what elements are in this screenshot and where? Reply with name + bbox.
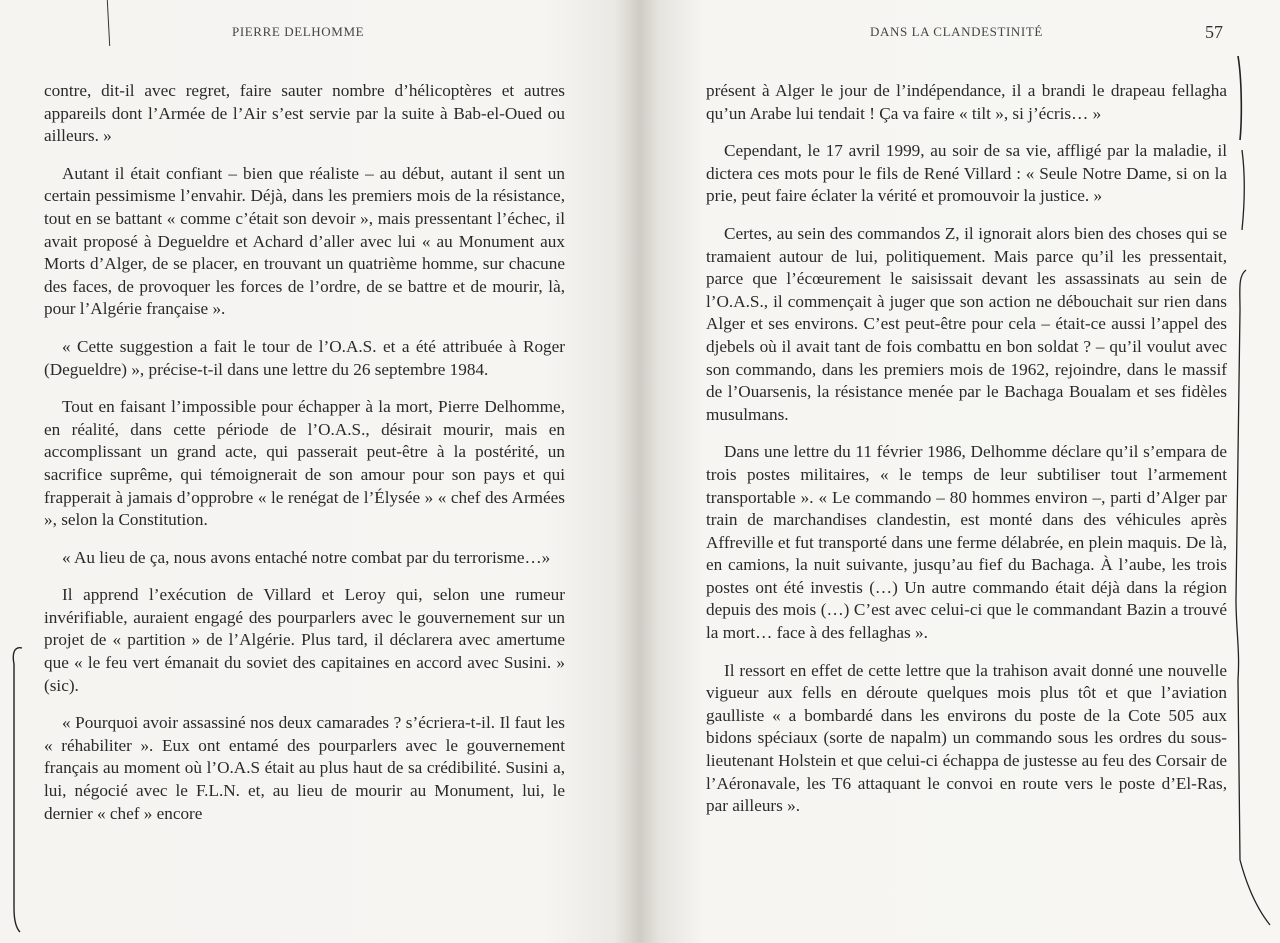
left-paragraph-2: Autant il était confiant – bien que réaliste – au début, autant il sent un certain pessimisme l’envahir. Déjà, dans les premiers mois de la résistance, tout en se battant « comme c’était son devoir », mais pressentant l’échec, il avait proposé à Degueldre et Achard d’aller avec lui « au Monument aux Morts d’Alger, de se placer, en trouvant un quatrième homme, sur chacune des faces, de provoquer les forces de l’ordre, de se battre et de mourir, là, pour l’Algérie française ». — [44, 163, 565, 319]
left-running-head: PIERRE DELHOMME — [232, 24, 365, 39]
left-body-text — [44, 80, 565, 840]
left-paragraph-3: « Cette suggestion a fait le tour de l’O.A.S. et a été attribuée à Roger (Degueldre) », précise-t-il dans une lettre du 26 septembre 1984. — [44, 336, 565, 379]
right-paragraph-3: Certes, au sein des commandos Z, il ignorait alors bien des choses qui se tramaient autour de lui, politiquement. Mais parce qu’il les pressentait, parce que l’écœurement le saisissait devant les assassinats au sein de l’O.A.S., il commençait à juger que son action ne débouchait sur rien dans Alger et ses environs. C’est peut-être pour cela – était-ce aussi l’appel des djebels où il avait tant de fois combattu en bon soldat ? – qu’il voulut avec son commando, dans les premiers mois de 1962, rejoindre, dans le massif de l’Ouarsenis, la résistance menée par le Bachaga Boualam et ses fidèles musulmans. — [706, 223, 1227, 424]
right-paragraph-5: Il ressort en effet de cette lettre que la trahison avait donné une nouvelle vigueur aux fells en déroute quelques mois plus tôt et que l’aviation gaulliste « a bombardé dans les environs du poste de la Cote 505 aux bidons spéciaux (sorte de napalm) un commando sous les ordres du sous-lieutenant Holstein et que celui-ci échappa de justesse au feu des Corsair de l’Aéronavale, les T6 attaquant le convoi en route vers le poste d’El-Ras, par ailleurs ». — [706, 660, 1227, 816]
right-body-text — [706, 80, 1227, 833]
left-paragraph-7: « Pourquoi avoir assassiné nos deux camarades ? s’écriera-t-il. Il faut les « réhabiliter ». Eux ont entamé des pourparlers avec le gouvernement français au moment où l’O.A.S était au plus haut de sa crédibilité. Susini a, lui, négocié avec le F.L.N. et, au lieu de mourir au Monument, lui, le dernier « chef » encore — [44, 713, 565, 823]
right-paragraph-4: Dans une lettre du 11 février 1986, Delhomme déclare qu’il s’empara de trois postes militaires, « le temps de leur subtiliser tout l’armement transportable ». « Le commando – 80 hommes environ –, parti d’Alger par train de marchandises clandestin, est monté dans des véhicules après Affreville et fut transporté dans une ferme délabrée, en plein maquis. De là, en camions, la nuit suivante, jusqu’au fief du Bachaga. À l’aube, les trois postes ont été investis (…) Un autre commando était déjà dans la région depuis des mois (…) C’est avec celui-ci que le commandant Bazin a trouvé la mort… face à des fellaghas ». — [706, 442, 1227, 643]
right-margin-marks — [1230, 40, 1278, 940]
left-paragraph-1: contre, dit-il avec regret, faire sauter nombre d’hélicoptères et autres appareils dont l’Armée de l’Air s’est servie par la suite à Bab-el-Oued ou ailleurs. » — [44, 81, 565, 146]
page-number: 57 — [1205, 22, 1223, 42]
right-running-head: DANS LA CLANDESTINITÉ — [870, 24, 1043, 39]
right-paragraph-1: présent à Alger le jour de l’indépendance, il a brandi le drapeau fellagha qu’un Arabe lui tendait ! Ça va faire « tilt », si j’écris… » — [706, 81, 1227, 123]
right-paragraph-2: Cependant, le 17 avril 1999, au soir de sa vie, affligé par la maladie, il dictera ces mots pour le fils de René Villard : « Seule Notre Dame, si on la prie, peut faire éclater la vérité et promouvoir la justice. » — [706, 141, 1227, 206]
page-corner-mark — [107, 0, 111, 46]
left-paragraph-5: « Au lieu de ça, nous avons entaché notre combat par du terrorisme…» — [62, 547, 551, 567]
left-paragraph-4: Tout en faisant l’impossible pour échapper à la mort, Pierre Delhomme, en réalité, dans cette période de l’O.A.S., désirait mourir, mais en accomplissant un grand acte, qui passerait peut-être à la postérité, un sacrifice suprême, qui témoignerait de son amour pour son pays et qui frapperait à jamais d’opprobre « le renégat de l’Élysée » « chef des Armées », selon la Constitution. — [44, 397, 565, 530]
left-margin-bracket — [0, 640, 40, 940]
left-paragraph-6: Il apprend l’exécution de Villard et Leroy qui, selon une rumeur invérifiable, auraient engagé des pourparlers avec le gouvernement sur un projet de « partition » de l’Algérie. Plus tard, il déclarera avec amertume que « le feu vert émanait du soviet des capitaines en accord avec Susini. » (sic). — [44, 585, 565, 695]
right-page — [640, 0, 1280, 943]
